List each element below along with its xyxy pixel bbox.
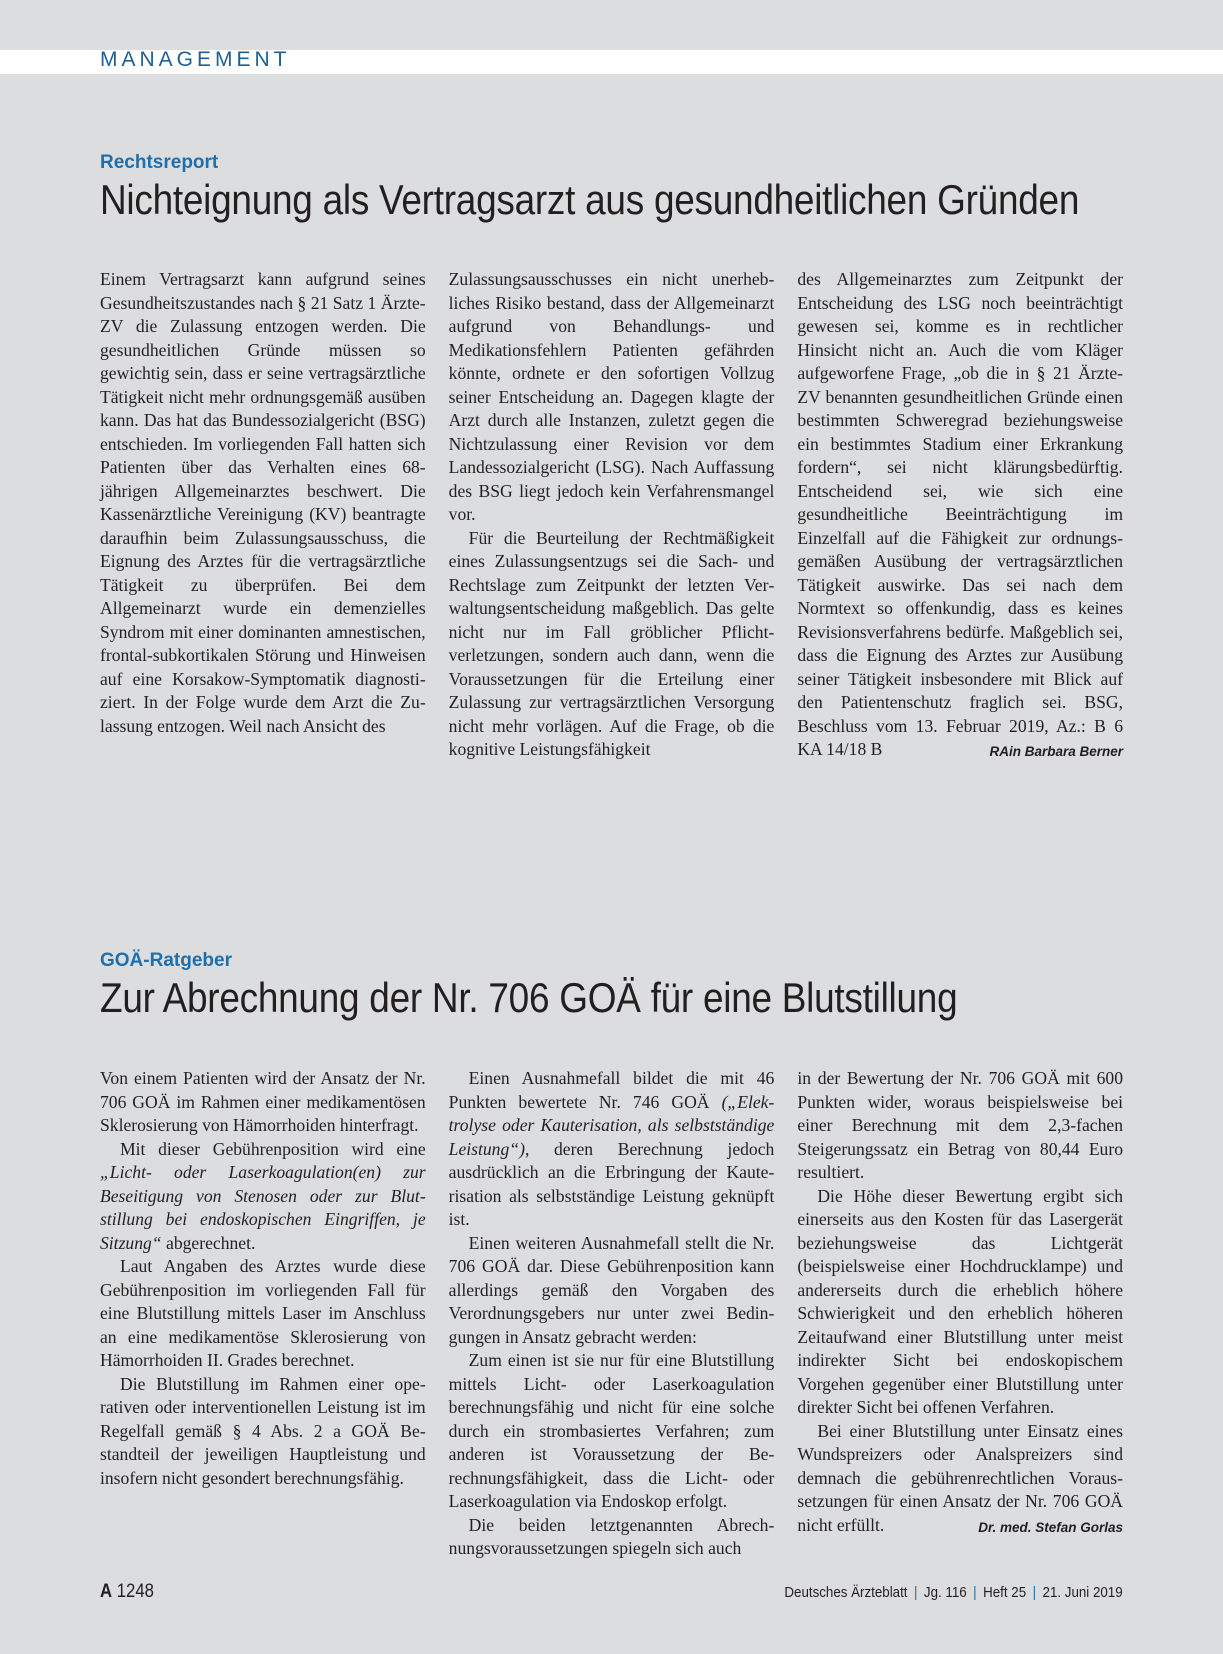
journal-name: Deutsches Ärzteblatt	[784, 1585, 908, 1601]
page-number	[100, 1581, 154, 1603]
paragraph	[449, 1067, 775, 1232]
paragraph-text: des Allgemeinarztes zum Zeitpunkt der Entscheidung des LSG noch beeinträchtigt gewesen sei, komme es in rechtlicher Hinsicht nicht an. Auch die vom Kläger aufgeworfene Frage, „ob die in § 21 Ärzte-ZV benannten gesundheitlichen Gründe einen bestimmten Schweregrad beziehungsweise ein bestimmtes Stadium einer Erkrankung fordern“, sei nicht klärungsbedürftig. Entscheidend sei, wie sich eine gesundheitliche Beeinträchtigung im Einzelfall auf die Fähigkeit zur ordnungsgemäßen Ausübung der vertragsärztlichen Tätigkeit auswirke. Das sei nach dem Normtext so offenkundig, dass es keines Revisionsverfahrens bedürfe. Maßgeblich sei, dass die Eignung des Arztes zur Ausübung seiner Tätigkeit insbesondere mit Blick auf den Patientenschutz fraglich sei. BSG, Beschluss vom 13. Februar 2019, Az.: B 6 KA 14/18 B	[797, 269, 1124, 759]
article2-body	[100, 1067, 1123, 1561]
paragraph	[797, 1420, 1123, 1538]
paragraph-text: , deren Berechnung jedoch ausdrücklich an die Erbringung der Kauterisation als selbstständige Leistung geknüpft ist.	[448, 1138, 775, 1229]
top-band	[0, 0, 1223, 50]
article1-title: Nichteignung als Vertragsarzt aus gesundheitlichen Gründen	[100, 176, 1080, 223]
article1-column-1	[100, 268, 426, 764]
quoted-fee-description: („Elektrolyse oder Kauterisation, als selbstständige Leistung“)	[448, 1091, 775, 1159]
page-prefix: A	[100, 1581, 113, 1602]
paragraph: Von einem Patienten wird der Ansatz der Nr. 706 GOÄ im Rahmen einer medikamentösen Sklerosierung von Hämorrhoiden hinterfragt.	[100, 1068, 426, 1135]
paragraph: Zum einen ist sie nur für eine Blutstillung mittels Licht- oder Laserkoagulation berechnungsfähig und nicht für eine solche durch ein strombasiertes Verfahren; zum anderen ist Voraussetzung der Berechnungsfähigkeit, dass die Licht- oder Laserkoagulation via Endoskop erfolgt.	[448, 1350, 775, 1511]
article2-kicker: GOÄ-Ratgeber	[100, 950, 232, 971]
issue: Heft 25	[983, 1585, 1027, 1601]
paragraph: Laut Angaben des Arztes wurde diese Gebührenposition im vorliegenden Fall für eine Blutstillung mittels Laser im Anschluss an eine medikamentöse Sklerosierung von Hämorrhoiden II. Grades berechnet.	[100, 1256, 426, 1370]
separator: |	[973, 1585, 977, 1601]
separator: |	[914, 1585, 918, 1601]
article1-kicker: Rechtsreport	[100, 152, 219, 173]
page-number-value: 1248	[116, 1581, 154, 1602]
issue-date: 21. Juni 2019	[1042, 1585, 1123, 1601]
journal-info	[785, 1585, 1123, 1601]
paragraph: in der Bewertung der Nr. 706 GOÄ mit 600 Punkten wider, woraus beispielsweise bei einer Berechnung mit dem 2,3-fachen Steigerungssatz ein Betrag von 80,44 Euro resultiert.	[797, 1068, 1124, 1182]
article2-column-2	[449, 1067, 775, 1561]
paragraph: Einem Vertragsarzt kann aufgrund seines Gesundheitszustandes nach § 21 Satz 1 Ärzte-ZV die Zulassung entzogen werden. Die gesundheitlichen Gründe müssen so gewichtig sein, dass er seine vertragsärztliche Tätigkeit nicht mehr ordnungsgemäß ausüben kann. Das hat das Bundessozialgericht (BSG) entschieden. Im vorliegenden Fall hatten sich Patienten über das Verhalten eines 68-jährigen Allgemeinarztes beschwert. Die Kassenärztliche Vereinigung (KV) beantragte daraufhin beim Zulassungsausschuss, die Eignung des Arztes für die vertragsärztliche Tätigkeit zu überprüfen. Bei dem Allgemeinarzt wurde ein demenzielles Syndrom mit einer dominanten amnestischen, frontal-subkortikalen Störung und Hinweisen auf eine Korsakow-Symptomatik diagnostiziert. In der Folge wurde dem Arzt die Zulassung entzogen. Weil nach Ansicht des	[100, 269, 426, 736]
paragraph: Die Blutstillung im Rahmen einer operativen oder interventionellen Leistung ist im Regelfall gemäß § 4 Abs. 2 a GOÄ Bestandteil der jeweiligen Hauptleistung und insofern nicht gesondert berechnungsfähig.	[100, 1373, 426, 1488]
volume: Jg. 116	[924, 1585, 968, 1601]
separator: |	[1032, 1585, 1037, 1601]
article1-column-3	[797, 268, 1123, 764]
paragraph: Die beiden letztgenannten Abrechnungsvoraussetzungen spiegeln sich auch	[448, 1514, 775, 1558]
paragraph: Einen weiteren Ausnahmefall stellt die Nr. 706 GOÄ dar. Diese Gebührenposition kann allerdings gemäß den Vorgaben des Verordnungsgebers nur unter zwei Bedingungen in Ansatz gebracht werden:	[448, 1232, 775, 1347]
section-label: MANAGEMENT	[100, 48, 291, 71]
author-byline: Dr. med. Stefan Gorlas	[978, 1519, 1124, 1535]
paragraph	[797, 268, 1123, 762]
paragraph: Zulassungsausschusses ein nicht unerhebliches Risiko bestand, dass der Allgemeinarzt aufgrund von Behandlungs- und Medikationsfehlern Patienten gefährden könnte, ordnete er den sofortigen Vollzug seiner Entscheidung an. Dagegen klagte der Arzt durch alle Instanzen, zuletzt gegen die Nichtzulassung einer Revision vor dem Landessozialgericht (LSG). Nach Auffassung des BSG liegt jedoch kein Verfahrensmangel vor.	[448, 269, 775, 524]
paragraph-text: Mit dieser Gebührenposition wird eine	[120, 1138, 426, 1159]
article2-column-3	[797, 1067, 1123, 1561]
paragraph: Für die Beurteilung der Rechtmäßigkeit eines Zulassungsentzugs sei die Sach- und Rechtslage zum Zeitpunkt der letzten Verwaltungsentscheidung maßgeblich. Das gelte nicht nur im Fall gröblicher Pflichtverletzungen, sondern auch dann, wenn die Voraussetzungen für die Erteilung einer Zulassung zur vertragsärztlichen Versorgung nicht mehr vorlägen. Auf die Frage, ob die kognitive Leistungsfähigkeit	[448, 527, 775, 759]
paragraph-text: abgerechnet.	[161, 1232, 256, 1253]
paragraph	[100, 1138, 426, 1256]
article1-column-2	[449, 268, 775, 764]
paragraph-text: Einen Ausnahmefall bildet die mit 46 Punkten bewertete Nr. 746 GOÄ	[448, 1068, 775, 1112]
article2-title: Zur Abrechnung der Nr. 706 GOÄ für eine Blutstillung	[100, 974, 958, 1021]
article1-body	[100, 268, 1123, 764]
author-byline: RAin Barbara Berner	[989, 744, 1124, 759]
article2-column-1	[100, 1067, 426, 1561]
paragraph-text: Bei einer Blutstillung unter Einsatz eines Wundspreizers oder Analspreizers sind demnach die gebührenrechtlichen Voraussetzungen für einen Ansatz der Nr. 706 GOÄ nicht erfüllt.	[797, 1420, 1124, 1535]
quoted-fee-description: „Licht- oder Laserkoagulation(en) zur Beseitigung von Stenosen oder zur Blutstillung bei endoskopischen Eingriffen, je Sitzung“	[100, 1162, 426, 1253]
paragraph: Die Höhe dieser Bewertung ergibt sich einerseits aus den Kosten für das Lasergerät beziehungsweise das Lichtgerät (beispielsweise einer Hochdrucklampe) und andererseits durch die erheblich höhere Schwierigkeit und den erheblich höheren Zeitaufwand einer Blutstillung unter meist indirekter Sicht bei endoskopischem Vorgehen gegenüber einer Blutstillung unter direkter Sicht bei offenen Verfahren.	[797, 1185, 1124, 1417]
